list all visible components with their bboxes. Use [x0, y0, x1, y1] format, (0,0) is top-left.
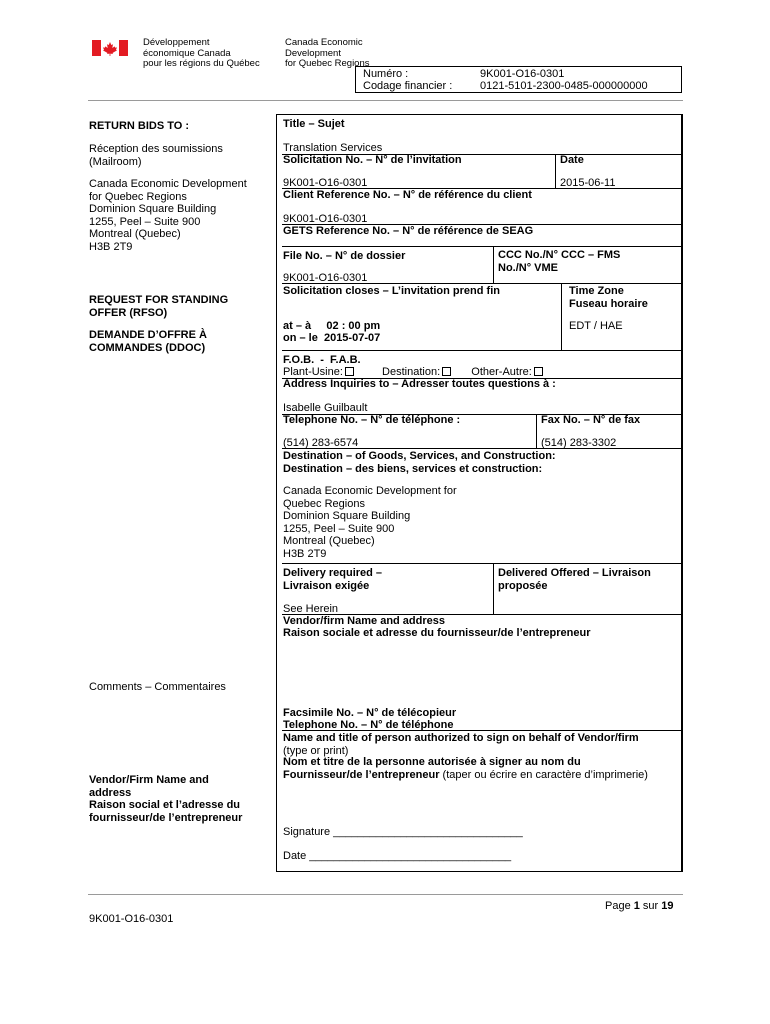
fob-options — [283, 366, 543, 379]
page-mid: sur — [639, 900, 662, 912]
ddoc-label: DEMANDE D’OFFRE À COMMANDES (DDOC) — [89, 329, 207, 354]
destination-checkbox[interactable] — [442, 367, 451, 376]
title-value: Translation Services — [283, 142, 383, 154]
authorized-signer-label — [283, 732, 663, 757]
logo-en-line: Canada Economic — [285, 37, 363, 48]
client-reference-value: 9K001-O16-0301 — [283, 213, 368, 225]
fax-label: Fax No. – N° de fax — [541, 414, 641, 426]
plant-usine-label: Plant-Usine: — [283, 366, 343, 378]
page-prefix: Page — [605, 900, 634, 912]
solicitation-label: Solicitation No. – N° de l’invitation — [283, 154, 462, 166]
reception-label: Réception des soumissions (Mailroom) — [89, 143, 223, 168]
codage-value: 0121-5101-2300-0485-000000000 — [480, 80, 648, 92]
logo-text-fr — [143, 38, 260, 70]
address-inquiries-label: Address Inquiries to – Adresser toutes questions à : — [283, 378, 556, 390]
signature-line[interactable]: Signature _______________________________ — [283, 826, 523, 838]
delivery-required-label: Delivery required – Livraison exigée — [283, 567, 383, 592]
file-number-label: File No. – N° de dossier — [283, 250, 406, 262]
gets-reference-label: GETS Reference No. – N° de référence de SEAG — [283, 225, 534, 237]
date-value: 2015-06-11 — [560, 177, 616, 189]
logo-en-line: for Quebec Regions — [285, 58, 370, 69]
authorized-signer-label-fr — [283, 756, 663, 781]
other-autre-label: Other-Autre: — [471, 366, 532, 378]
authorized-signer-en: Name and title of person authorized to sign on behalf of Vendor/firm — [283, 732, 639, 744]
canada-flag-icon — [92, 40, 128, 56]
fob-label: F.O.B. - F.A.B. — [283, 354, 361, 366]
facsimile-label: Facsimile No. – N° de télécopieur — [283, 707, 457, 719]
codage-label: Codage financier : — [363, 80, 453, 92]
government-logo — [92, 40, 128, 56]
vendor-firm-label: Vendor/Firm Name and address Raison social et l’adresse du fournisseur/de l’entrepreneur — [89, 774, 243, 824]
logo-fr-line: Développement — [143, 37, 210, 48]
time-zone-label: Time Zone Fuseau horaire — [569, 285, 648, 310]
form-rule — [682, 114, 683, 872]
address-inquiries-value: Isabelle Guilbault — [283, 402, 368, 414]
form-rule — [493, 246, 494, 283]
vendor-name-label: Vendor/firm Name and address — [283, 615, 445, 627]
page-number — [605, 900, 674, 913]
plant-usine-checkbox[interactable] — [345, 367, 354, 376]
destination-goods-address: Canada Economic Development for Quebec Regions Dominion Square Building 1255, Peel – Suite 900 Montreal (Quebec) H3B 2T9 — [283, 485, 457, 560]
page-total: 19 — [661, 900, 674, 912]
delivery-required-value: See Herein — [283, 603, 339, 615]
other-autre-checkbox[interactable] — [534, 367, 543, 376]
solicitation-closes-label: Solicitation closes – L’invitation prend fin — [283, 285, 500, 297]
closes-on-value: on – le 2015-07-07 — [283, 332, 381, 344]
vendor-name-label-fr: Raison sociale et adresse du fournisseur/de l’entrepreneur — [283, 627, 591, 639]
date-line[interactable]: Date _________________________________ — [283, 850, 512, 862]
form-rule — [493, 563, 494, 614]
logo-en-line: Development — [285, 47, 341, 59]
solicitation-value: 9K001-O16-0301 — [283, 177, 368, 189]
header-divider — [88, 100, 683, 101]
return-bids-label: RETURN BIDS TO : — [89, 120, 190, 132]
destination-label: Destination: — [382, 366, 441, 378]
telephone-value: (514) 283-6574 — [283, 437, 359, 449]
form-rule — [561, 283, 562, 350]
fax-value: (514) 283-3302 — [541, 437, 617, 449]
telephone-label: Telephone No. – N° de téléphone : — [283, 414, 461, 426]
authorized-signer-fr: Nom et titre de la personne autorisée à signer au nom du Fournisseur/de l’entrepreneur — [283, 756, 581, 781]
footer-doc-number: 9K001-O16-0301 — [89, 913, 174, 925]
logo-fr-line: pour les régions du Québec — [143, 58, 260, 69]
numero-label: Numéro : — [363, 68, 409, 80]
form-rule — [536, 414, 537, 448]
form-rule — [282, 246, 682, 247]
logo-fr-line: économique Canada — [143, 47, 231, 59]
rfso-label: REQUEST FOR STANDING OFFER (RFSO) — [89, 294, 229, 319]
date-label: Date — [560, 154, 584, 166]
form-rule — [282, 350, 682, 351]
page-current: 1 — [633, 900, 640, 912]
client-reference-label: Client Reference No. – N° de référence du client — [283, 189, 532, 201]
form-rule — [555, 154, 556, 188]
file-number-value: 9K001-O16-0301 — [283, 272, 368, 284]
ccc-number-label: CCC No./N° CCC – FMS No./N° VME — [498, 249, 621, 274]
delivered-offered-label: Delivered Offered – Livraison proposée — [498, 567, 651, 592]
comments-label: Comments – Commentaires — [89, 681, 226, 693]
telephone2-label: Telephone No. – N° de téléphone — [283, 719, 454, 731]
title-label: Title – Sujet — [283, 118, 345, 130]
closes-at-value: at – à 02 : 00 pm — [283, 320, 381, 332]
return-address: Canada Economic Development for Quebec Regions Dominion Square Building 1255, Peel – Suite 900 Montreal (Quebec) H3B 2T9 — [89, 178, 247, 253]
destination-goods-label: Destination – of Goods, Services, and Construction: Destination – des biens, services et construction: — [283, 450, 556, 475]
footer-divider — [88, 894, 683, 895]
form-rule — [282, 563, 682, 564]
time-zone-value: EDT / HAE — [569, 320, 623, 332]
authorized-signer-fr-note: (taper ou écrire en caractère d’imprimerie) — [439, 768, 648, 781]
authorized-signer-en-note: (type or print) — [283, 744, 349, 757]
logo-text-en — [285, 38, 370, 70]
numero-value: 9K001-O16-0301 — [480, 68, 565, 80]
